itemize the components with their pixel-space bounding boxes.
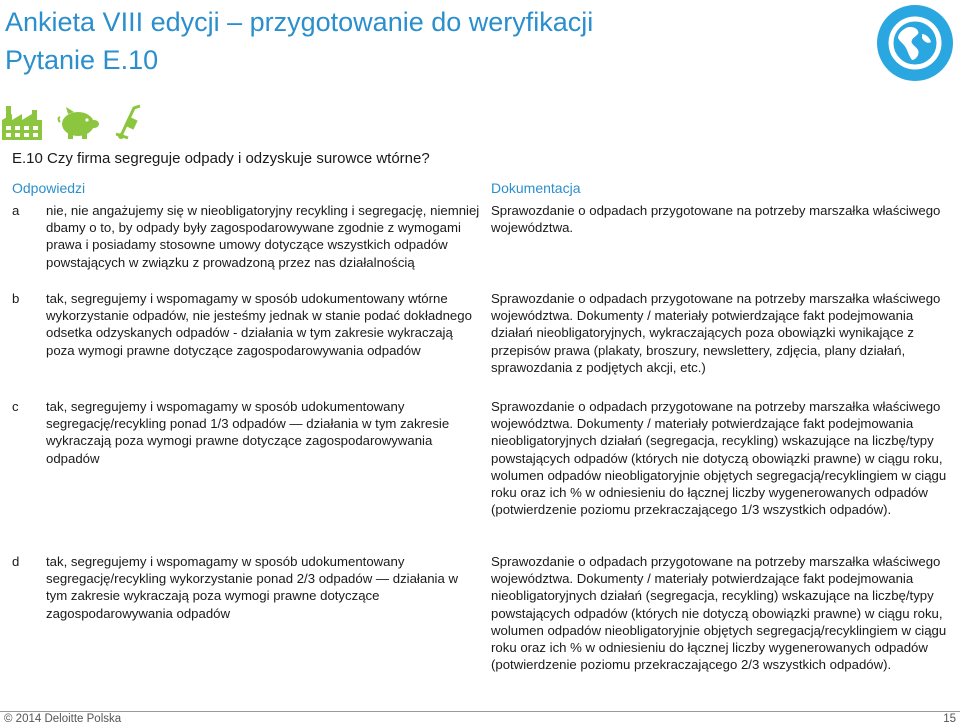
question-text: E.10 Czy firma segreguje odpady i odzyskuje surowce wtórne? <box>12 150 430 167</box>
documentation-d: Sprawozdanie o odpadach przygotowane na potrzeby marszałka właściwego województwa. Dokumenty / materiały potwierdzające fakt podejmowania nieobligatoryjnych działań (segregacja, recykling) wskazujące na liczbę/typy powstających odpadów (których nie dotyczą obowiązki prawne) w ciągu roku, wolumen odpadów nieobligatoryjnie objętych segregacją/recyklingiem w ciągu roku oraz ich % w odniesieniu do łącznej liczby wygenerowanych odpadów (potwierdzenie poziomu przekraczającego 2/3 wszystkich odpadów). <box>491 554 947 673</box>
footer-divider <box>0 711 960 712</box>
answer-text: tak, segregujemy i wspomagamy w sposób udokumentowany wtórne wykorzystanie odpadów, nie jesteśmy jednak w stanie podać dokładnego odsetka odzyskanych odpadów - działania w tym zakresie wykraczają poza wymogi prawne dotyczące zagospodarowywania odpadów <box>46 291 472 358</box>
answer-letter: a <box>12 203 20 218</box>
documentation-c: Sprawozdanie o odpadach przygotowane na potrzeby marszałka właściwego województwa. Dokumenty / materiały potwierdzające fakt podejmowania nieobligatoryjnych działań (segregacja, recykling) wskazujące na liczbę/typy powstających odpadów (których nie dotyczą obowiązki prawne) w ciągu roku, wolumen odpadów nieobligatoryjnie objętych segregacją/recyklingiem w ciągu roku oraz ich % w odniesieniu do łącznej liczby wygenerowanych odpadów (potwierdzenie poziomu przekraczającego 1/3 wszystkich odpadów). <box>491 399 947 518</box>
answer-letter: b <box>12 291 20 306</box>
answer-text: nie, nie angażujemy się w nieobligatoryjny recykling i segregację, niemniej dbamy o to, by odpady były zagospodarowywane zgodnie z wymogami prawa i posiadamy stosowne umowy dotyczące wszystkich odpadów powstających w związku z prowadzoną przez nas działalnością <box>46 203 480 270</box>
factory-icon <box>2 104 42 140</box>
answers-column-header: Odpowiedzi <box>12 180 86 196</box>
hand-truck-icon <box>114 104 144 140</box>
category-icons <box>2 100 144 140</box>
page-subtitle: Pytanie E.10 <box>5 45 159 75</box>
answer-text: tak, segregujemy i wspomagamy w sposób udokumentowany segregację/recykling ponad 1/3 odpadów — działania w tym zakresie wykraczają poza wymogi prawne dotyczące zagospodarowywania odpadów <box>46 399 450 466</box>
answer-a <box>12 202 482 271</box>
answer-letter: c <box>12 399 19 414</box>
piggy-bank-icon <box>56 106 100 140</box>
documentation-b: Sprawozdanie o odpadach przygotowane na potrzeby marszałka właściwego województwa. Dokumenty / materiały potwierdzające fakt podejmowania działań nieobligatoryjnych, wykraczających poza obowiązki wynikające z przepisów prawa (plakaty, broszury, newslettery, zdjęcia, plany działań, sprawozdania z podjętych akcji, etc.) <box>491 291 941 375</box>
page-number: 15 <box>943 713 956 725</box>
page-title: Ankieta VIII edycji – przygotowanie do weryfikacji <box>5 7 594 37</box>
answer-c <box>12 398 482 467</box>
documentation-a: Sprawozdanie o odpadach przygotowane na potrzeby marszałka właściwego województwa. <box>491 203 941 236</box>
answer-b <box>12 290 482 359</box>
footer-copyright: © 2014 Deloitte Polska <box>4 713 122 725</box>
globe-logo-icon <box>876 4 954 82</box>
answer-text: tak, segregujemy i wspomagamy w sposób udokumentowany segregację/recykling wykorzystanie ponad 2/3 odpadów — działania w tym zakresie wykraczają poza wymogi prawne dotyczące zagospodarowywania odpadów <box>46 554 458 621</box>
documentation-column-header: Dokumentacja <box>491 180 581 196</box>
answer-d <box>12 553 482 622</box>
answer-letter: d <box>12 554 20 569</box>
